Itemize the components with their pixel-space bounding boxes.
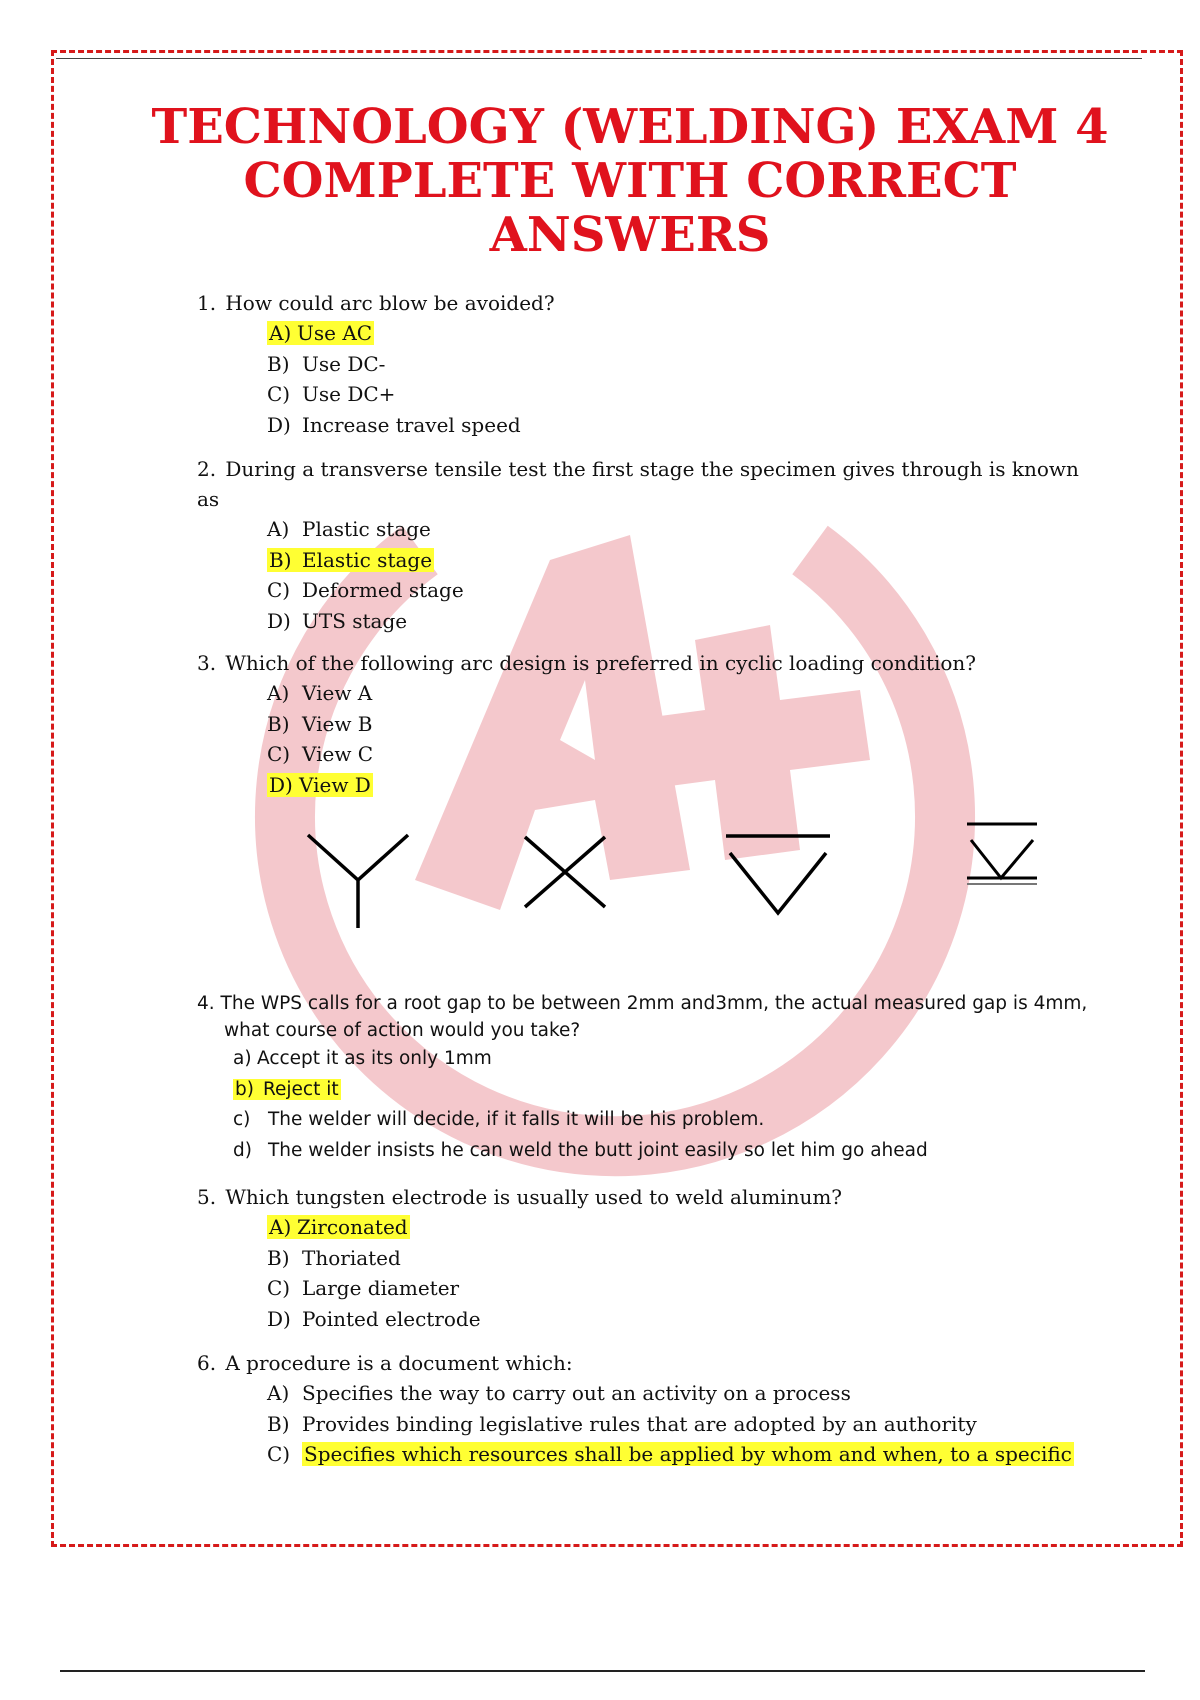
option-d[interactable]: D) Increase travel speed <box>267 412 521 437</box>
question-text: 5. Which tungsten electrode is usually used to weld aluminum? <box>197 1185 843 1209</box>
option-b[interactable]: B) Thoriated <box>267 1245 401 1270</box>
double-v-flush-symbol-icon <box>963 820 1043 890</box>
option-a[interactable]: a) Accept it as its only 1mm <box>233 1048 492 1069</box>
option-c[interactable]: C) View C <box>267 742 374 766</box>
question-2 <box>197 454 1097 636</box>
option-c[interactable]: C) Large diameter <box>267 1276 460 1300</box>
option-d[interactable]: d) The welder insists he can weld the butt joint easily so let him go ahead <box>233 1139 928 1161</box>
question-text: 4. The WPS calls for a root gap to be between 2mm and3mm, the actual measured gap is 4mm, <box>197 993 1088 1014</box>
option-c[interactable]: c) The welder will decide, if it falls it will be his problem. <box>233 1109 765 1130</box>
question-1 <box>197 288 1097 440</box>
question-text: 6. A procedure is a document which: <box>197 1351 573 1375</box>
option-d[interactable]: D) UTS stage <box>267 608 408 633</box>
option-c[interactable]: C) Specifies which resources shall be applied by whom and when, to a specific <box>267 1442 1072 1466</box>
page-bottom-rule <box>60 1670 1145 1672</box>
y-groove-symbol-icon <box>303 830 413 930</box>
option-b[interactable]: b) Reject it <box>235 1078 339 1100</box>
x-groove-symbol-icon <box>520 832 610 912</box>
option-b[interactable]: B) Provides binding legislative rules that are adopted by an authority <box>267 1411 977 1436</box>
option-b[interactable]: B) Use DC- <box>267 351 386 376</box>
option-b[interactable]: B) Elastic stage <box>269 547 433 572</box>
option-d[interactable]: D) Pointed electrode <box>267 1306 481 1331</box>
option-b[interactable]: B) View B <box>267 711 373 736</box>
option-a[interactable]: A) Plastic stage <box>267 517 431 541</box>
v-groove-flush-symbol-icon <box>724 818 834 918</box>
question-3 <box>197 648 1097 990</box>
option-a[interactable]: A) Specifies the way to carry out an activity on a process <box>267 1381 851 1405</box>
option-c[interactable]: C) Use DC+ <box>267 382 396 406</box>
option-a[interactable]: A) Zirconated <box>269 1215 408 1239</box>
question-text: 3. Which of the following arc design is preferred in cyclic loading condition? <box>197 651 977 675</box>
question-5 <box>197 1182 1097 1334</box>
question-text-continued: what course of action would you take? <box>224 1020 581 1041</box>
top-rule <box>56 58 1142 59</box>
option-a[interactable]: A) Use AC <box>269 321 373 345</box>
option-d[interactable]: D) View D <box>269 772 371 797</box>
weld-symbol-views <box>197 800 1097 990</box>
option-a[interactable]: A) View A <box>267 681 373 705</box>
question-4 <box>197 990 1097 1166</box>
question-list <box>197 288 1097 1470</box>
question-text: 1. How could arc blow be avoided? <box>197 291 555 315</box>
option-c[interactable]: C) Deformed stage <box>267 578 464 602</box>
page-title: TECHNOLOGY (WELDING) EXAM 4 COMPLETE WITH CORRECT ANSWERS <box>151 99 1109 263</box>
question-text: 2. During a transverse tensile test the first stage the specimen gives through is known as <box>197 457 1079 511</box>
question-6 <box>197 1348 1097 1470</box>
